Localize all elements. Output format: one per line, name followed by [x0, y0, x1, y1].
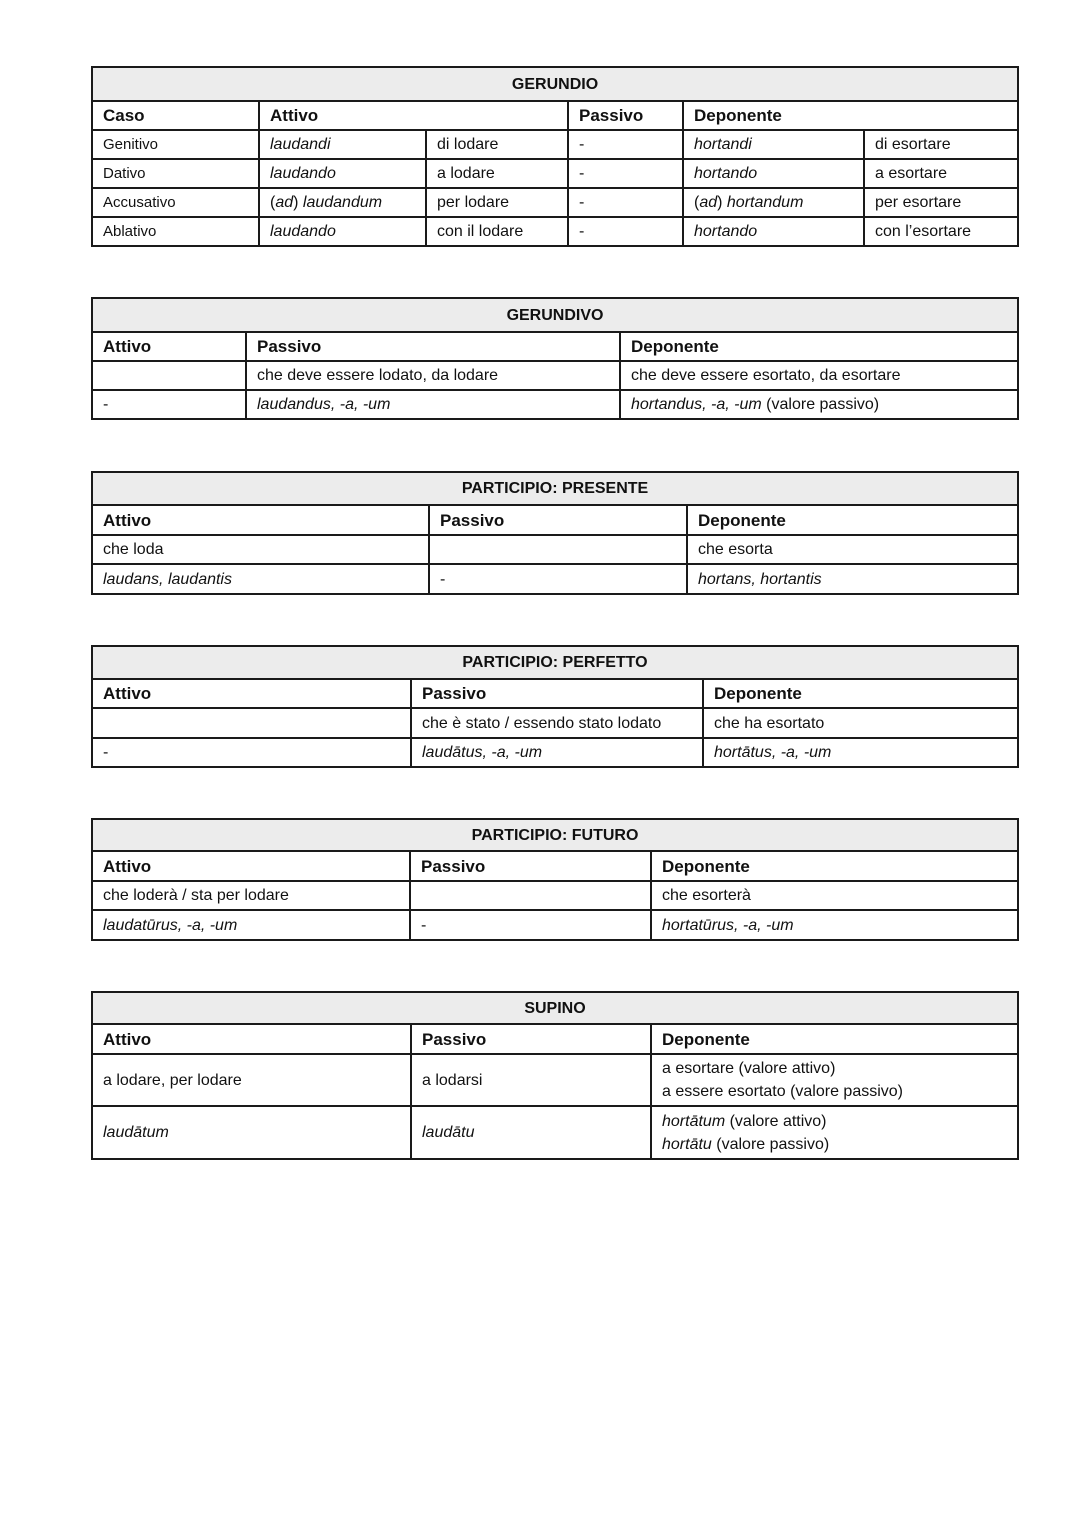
cell-text: )	[717, 194, 723, 211]
cell-text: a esortare (valore attivo)	[662, 1060, 836, 1077]
table-title: PARTICIPIO: PERFETTO	[92, 646, 1018, 679]
cell-text: laudandus, -a, -um	[257, 396, 391, 413]
cell-text: che loderà / sta per lodare	[103, 887, 289, 904]
table-cell	[651, 910, 1018, 940]
table-row	[92, 217, 1018, 246]
table-cell	[410, 881, 651, 910]
table-cell	[683, 188, 864, 217]
cell-text: Genitivo	[103, 136, 159, 153]
cell-text: con l’esortare	[875, 223, 972, 240]
table-cell	[620, 361, 1018, 390]
column-header: Passivo	[568, 101, 683, 130]
table-title: SUPINO	[92, 992, 1018, 1024]
cell-text: hortātu	[662, 1135, 712, 1153]
cell-text: -	[579, 165, 585, 182]
table-title: PARTICIPIO: FUTURO	[92, 819, 1018, 851]
column-header: Attivo	[92, 851, 410, 881]
table-cell	[651, 881, 1018, 910]
cell-text: che esorta	[698, 541, 773, 558]
table-title: GERUNDIO	[92, 67, 1018, 101]
cell-text: con il lodare	[437, 223, 524, 240]
cell-text: laudandi	[270, 136, 331, 153]
table-cell	[864, 217, 1018, 246]
table-cell	[429, 564, 687, 594]
cell-text: (valore passivo)	[711, 1135, 830, 1153]
table-participio-perfetto	[91, 645, 1019, 768]
table-cell	[568, 217, 683, 246]
table-cell	[92, 535, 429, 564]
cell-text: (	[270, 194, 276, 211]
cell-text: che ha esortato	[714, 714, 825, 732]
cell-text: che deve essere lodato, da lodare	[257, 367, 499, 384]
table-cell	[246, 390, 620, 419]
column-header: Deponente	[651, 851, 1018, 881]
table-row	[92, 361, 1018, 390]
cell-text: hortātum	[662, 1112, 726, 1130]
table-cell	[259, 130, 426, 159]
cell-text: hortando	[694, 223, 758, 240]
cell-text: hortando	[694, 165, 758, 182]
table-cell	[92, 188, 259, 217]
table-row	[92, 1106, 1018, 1159]
column-header: Deponente	[703, 679, 1018, 708]
column-header: Deponente	[687, 505, 1018, 535]
cell-text: hortātus, -a, -um	[714, 744, 832, 761]
table-cell	[92, 881, 410, 910]
cell-text: che esorterà	[662, 887, 751, 904]
table-row	[92, 390, 1018, 419]
cell-text: a lodare	[437, 165, 495, 182]
table-row	[92, 564, 1018, 594]
table-cell	[92, 390, 246, 419]
column-header: Passivo	[429, 505, 687, 535]
table-cell	[92, 564, 429, 594]
table-cell	[92, 1054, 411, 1106]
cell-text: hortatūrus, -a, -um	[662, 916, 794, 934]
cell-text: -	[579, 223, 585, 240]
table-cell	[410, 910, 651, 940]
cell-text: -	[579, 136, 585, 153]
cell-text: hortans, hortantis	[698, 570, 822, 588]
table-cell	[683, 159, 864, 188]
table-cell	[683, 130, 864, 159]
table-cell	[259, 188, 426, 217]
cell-text: a lodarsi	[422, 1071, 483, 1089]
column-header: Passivo	[410, 851, 651, 881]
cell-text: laudans, laudantis	[103, 570, 232, 588]
table-title: GERUNDIVO	[92, 298, 1018, 332]
table-title: PARTICIPIO: PRESENTE	[92, 472, 1018, 505]
table-cell	[620, 390, 1018, 419]
table-row	[92, 130, 1018, 159]
column-header: Caso	[92, 101, 259, 130]
column-header: Passivo	[411, 679, 703, 708]
table-supino	[91, 991, 1019, 1160]
cell-text: laudando	[270, 165, 336, 182]
table-cell	[864, 159, 1018, 188]
cell-text: hortandum	[722, 194, 804, 211]
cell-text: a lodare, per lodare	[103, 1071, 242, 1089]
table-participio-presente	[91, 471, 1019, 595]
cell-text: che deve essere esortato, da esortare	[631, 367, 901, 384]
column-header: Passivo	[411, 1024, 651, 1054]
table-cell	[411, 708, 703, 738]
cell-text: -	[103, 396, 109, 413]
table-cell	[411, 1054, 651, 1106]
cell-text: per esortare	[875, 194, 962, 211]
cell-text: che è stato / essendo stato lodato	[422, 714, 662, 732]
table-cell	[568, 159, 683, 188]
cell-text: hortandi	[694, 136, 752, 153]
table-cell	[426, 159, 568, 188]
cell-text: laudandum	[298, 194, 383, 211]
cell-text: ad	[275, 194, 294, 211]
table-cell	[864, 130, 1018, 159]
table-cell	[259, 159, 426, 188]
table-cell	[703, 708, 1018, 738]
cell-text: -	[440, 570, 446, 588]
cell-text: (valore attivo)	[725, 1112, 827, 1130]
table-cell	[426, 217, 568, 246]
table-cell	[92, 910, 410, 940]
column-header: Passivo	[246, 332, 620, 361]
table-cell	[568, 188, 683, 217]
cell-text: laudātum	[103, 1124, 169, 1141]
table-row	[92, 535, 1018, 564]
table-cell	[92, 738, 411, 767]
table-row	[92, 708, 1018, 738]
table-row	[92, 188, 1018, 217]
table-cell	[92, 130, 259, 159]
cell-text: (valore passivo)	[761, 396, 880, 413]
table-cell	[687, 564, 1018, 594]
cell-text: che loda	[103, 541, 164, 558]
column-header: Attivo	[92, 505, 429, 535]
table-participio-futuro	[91, 818, 1019, 941]
cell-text: laudando	[270, 223, 336, 240]
table-cell	[92, 1106, 411, 1159]
table-cell	[246, 361, 620, 390]
table-cell	[568, 130, 683, 159]
cell-text: ad	[699, 194, 718, 211]
table-cell	[687, 535, 1018, 564]
table-cell	[92, 159, 259, 188]
column-header: Deponente	[683, 101, 1018, 130]
table-row	[92, 910, 1018, 940]
table-cell	[651, 1106, 1018, 1159]
cell-text: Ablativo	[103, 223, 157, 240]
column-header: Attivo	[92, 332, 246, 361]
table-cell	[683, 217, 864, 246]
cell-text: di esortare	[875, 136, 951, 153]
table-gerundivo	[91, 297, 1019, 420]
table-cell	[429, 535, 687, 564]
table-cell	[92, 361, 246, 390]
column-header: Attivo	[92, 1024, 411, 1054]
cell-text: laudātus, -a, -um	[422, 744, 543, 761]
table-cell	[411, 738, 703, 767]
cell-text: laudatūrus, -a, -um	[103, 916, 238, 934]
cell-text: -	[103, 744, 109, 761]
table-row	[92, 159, 1018, 188]
column-header: Attivo	[92, 679, 411, 708]
table-row	[92, 881, 1018, 910]
cell-text: laudātu	[422, 1124, 475, 1141]
cell-text: )	[293, 194, 299, 211]
table-cell	[411, 1106, 651, 1159]
column-header: Attivo	[259, 101, 568, 130]
table-gerundio	[91, 66, 1019, 247]
cell-text: a essere esortato (valore passivo)	[662, 1083, 903, 1100]
column-header: Deponente	[620, 332, 1018, 361]
table-cell	[92, 708, 411, 738]
cell-text: a esortare	[875, 165, 948, 182]
table-row	[92, 738, 1018, 767]
cell-text: (	[694, 194, 700, 211]
table-cell	[426, 130, 568, 159]
cell-text: -	[579, 194, 585, 211]
cell-text: hortandus, -a, -um	[631, 396, 762, 413]
cell-text: Dativo	[103, 165, 146, 182]
cell-text: Accusativo	[103, 194, 176, 211]
cell-text: per lodare	[437, 194, 510, 211]
table-cell	[703, 738, 1018, 767]
table-cell	[92, 217, 259, 246]
cell-text: di lodare	[437, 136, 499, 153]
table-cell	[259, 217, 426, 246]
cell-text: -	[421, 916, 427, 934]
table-cell	[426, 188, 568, 217]
table-row	[92, 1054, 1018, 1106]
column-header: Deponente	[651, 1024, 1018, 1054]
table-cell	[864, 188, 1018, 217]
table-cell	[651, 1054, 1018, 1106]
